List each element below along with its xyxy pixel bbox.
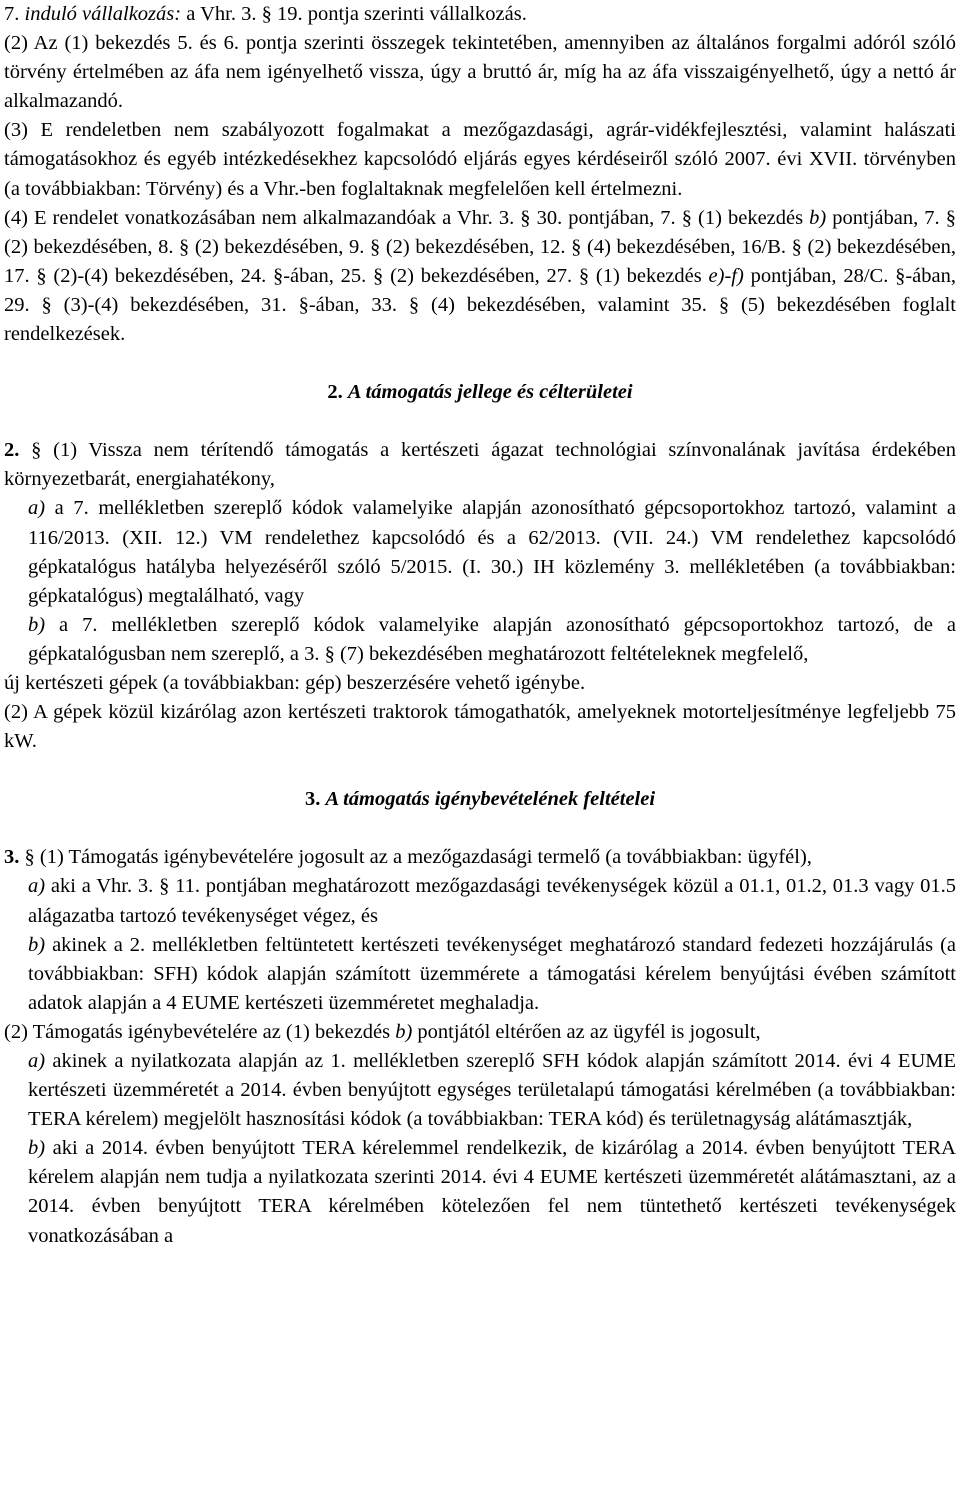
paragraph-4-text-b: pontjában, 7. § (2) bekezdésében, 8. § (2) bekezdésében, 9. § (2) bekezdésében, 12. § (4) bekezdésében, 16/B. § (2) bekezdésében, 17. § (2)-(4) bekezdésében, 24. §-ában, 25. § (2) bekezdésében, 27. § (1) bekezdés xyxy=(4,206,956,287)
definition-item-7 xyxy=(4,0,956,29)
point-label: b) xyxy=(809,206,827,229)
paragraph-text-a: (2) Támogatás igénybevételére az (1) bekezdés xyxy=(4,1020,396,1043)
defined-term: induló vállalkozás: xyxy=(24,3,182,25)
spacer xyxy=(4,756,956,785)
paragraph-text-b: pontjától eltérően az az ügyfél is jogosult, xyxy=(412,1020,761,1043)
document-page xyxy=(4,0,956,1251)
paragraph-2: (2) Az (1) bekezdés 5. és 6. pontja szerinti összegek tekintetében, amennyiben az általános forgalmi adóról szóló törvény értelmében az áfa nem igényelhető vissza, úgy a bruttó ár, míg ha az áfa visszaigényelhető, úgy a nettó ár alkalmazandó. xyxy=(4,32,956,113)
spacer xyxy=(4,349,956,378)
point-label: a) xyxy=(28,1050,46,1072)
section-2-paragraph-1 xyxy=(4,436,956,494)
definition-text: a Vhr. 3. § 19. pontja szerinti vállalkozás. xyxy=(181,3,527,25)
paragraph-text: § (1) Vissza nem térítendő támogatás a kertészeti ágazat technológiai színvonalának javítása érdekében környezetbarát, energiahatékony, xyxy=(4,439,956,491)
paragraph-text: § (1) Támogatás igénybevételére jogosult az a mezőgazdasági termelő (a továbbiakban: ügyfél), xyxy=(19,846,812,869)
point-label: e)-f) xyxy=(708,264,744,287)
point-text: akinek a nyilatkozata alapján az 1. mellékletben szereplő SFH kódok alapján számított 2014. évi 4 EUME kertészeti üzemméretét a 2014. évben benyújtott egységes területalapú támogatási kérelmében (a továbbiakban: TERA kérelem) megjelölt hasznosítási kódok (a továbbiakban: TERA kód) és területnagyság alátámasztják, xyxy=(28,1050,956,1131)
point-text: a 7. mellékletben szereplő kódok valamelyike alapján azonosítható gépcsoportokhoz tartozó, de a gépkatalógusban nem szereplő, a 3. § (7) bekezdésében meghatározott feltételeknek megfelelő, xyxy=(28,613,956,665)
point-label: b) xyxy=(28,1137,46,1160)
section-3-paragraph-1 xyxy=(4,843,956,872)
section-2-paragraph-2: (2) A gépek közül kizárólag azon kertészeti traktorok támogathatók, amelyeknek motorteljesítménye legfeljebb 75 kW. xyxy=(4,701,956,753)
article-number: 3. xyxy=(4,846,20,869)
section-3-point-a xyxy=(4,872,956,930)
paragraph-4-text-a: (4) E rendelet vonatkozásában nem alkalmazandóak a Vhr. 3. § 30. pontjában, 7. § (1) bekezdés xyxy=(4,206,810,229)
point-label: b) xyxy=(28,933,46,956)
section-2-point-a xyxy=(4,494,956,610)
point-label: b) xyxy=(28,613,46,636)
section-number: 3. xyxy=(304,788,326,811)
paragraph-4-text-c: pontjában, 28/C. §-ában, 29. § (3)-(4) bekezdésében, 31. §-ában, 33. § (4) bekezdésében, valamint 35. § (5) bekezdésében foglalt rendelkezések. xyxy=(4,264,957,346)
point-text: aki a 2014. évben benyújtott TERA kérelemmel rendelkezik, de kizárólag a 2014. évben benyújtott TERA kérelem alapján nem tudja a nyilatkozata szerinti 2014. évi 4 EUME kertészeti üzemméretét alátámasztani, az a 2014. évben benyújtott TERA kérelmében kötelezően fel nem tüntethető kertészeti tevékenységek vonatkozásában a xyxy=(28,1137,956,1247)
item-number: 7. xyxy=(4,3,25,25)
section-3-paragraph-2-point-a xyxy=(4,1047,956,1134)
section-title: A támogatás igénybevételének feltételei xyxy=(325,788,656,811)
paragraph-4 xyxy=(4,204,956,349)
section-3-paragraph-2-point-b xyxy=(4,1134,956,1250)
point-label: b) xyxy=(395,1020,413,1043)
section-heading-3 xyxy=(4,785,956,814)
point-text: a 7. mellékletben szereplő kódok valamelyike alapján azonosítható gépcsoportokhoz tartozó, valamint a 116/2013. (XII. 12.) VM rendelethez kapcsolódó és a 62/2013. (VII. 24.) VM rendelethez kapcsolódó gépkatalógus hatályba helyezéséről szóló 5/2015. (I. 30.) IH közlemény 3. mellékletében (a továbbiakban: gépkatalógus) megtalálható, vagy xyxy=(28,497,956,607)
point-text: aki a Vhr. 3. § 11. pontjában meghatározott mezőgazdasági tevékenységek közül a 01.1, 01.2, 01.3 vagy 01.5 alágazatba tartozó tevékenységet végez, és xyxy=(28,875,956,927)
point-label: a) xyxy=(28,875,46,898)
section-number: 2. xyxy=(327,381,348,404)
section-2-tail: új kertészeti gépek (a továbbiakban: gép) beszerzésére vehető igénybe. xyxy=(4,671,586,694)
point-label: a) xyxy=(28,497,46,520)
article-number: 2. xyxy=(4,439,20,462)
section-3-point-b xyxy=(4,931,956,1018)
section-2-point-b xyxy=(4,611,956,669)
spacer xyxy=(4,407,956,436)
spacer xyxy=(4,814,956,843)
section-heading-2 xyxy=(4,378,956,407)
point-text: akinek a 2. mellékletben feltüntetett kertészeti tevékenységet meghatározó standard fedezeti hozzájárulás (a továbbiakban: SFH) kódok alapján számított üzemmérete a támogatási kérelem benyújtási évében számított adatok alapján a 4 EUME kertészeti üzemméretet meghaladja. xyxy=(28,933,956,1014)
paragraph-3: (3) E rendeletben nem szabályozott fogalmakat a mezőgazdasági, agrár-vidékfejlesztési, valamint halászati támogatásokhoz és egyéb intézkedésekhez kapcsolódó eljárás egyes kérdéseiről szóló 2007. évi XVII. törvényben (a továbbiakban: Törvény) és a Vhr.-ben foglaltaknak megfelelően kell értelmezni. xyxy=(4,119,956,200)
section-3-paragraph-2 xyxy=(4,1018,956,1047)
section-title: A támogatás jellege és célterületei xyxy=(347,381,633,404)
